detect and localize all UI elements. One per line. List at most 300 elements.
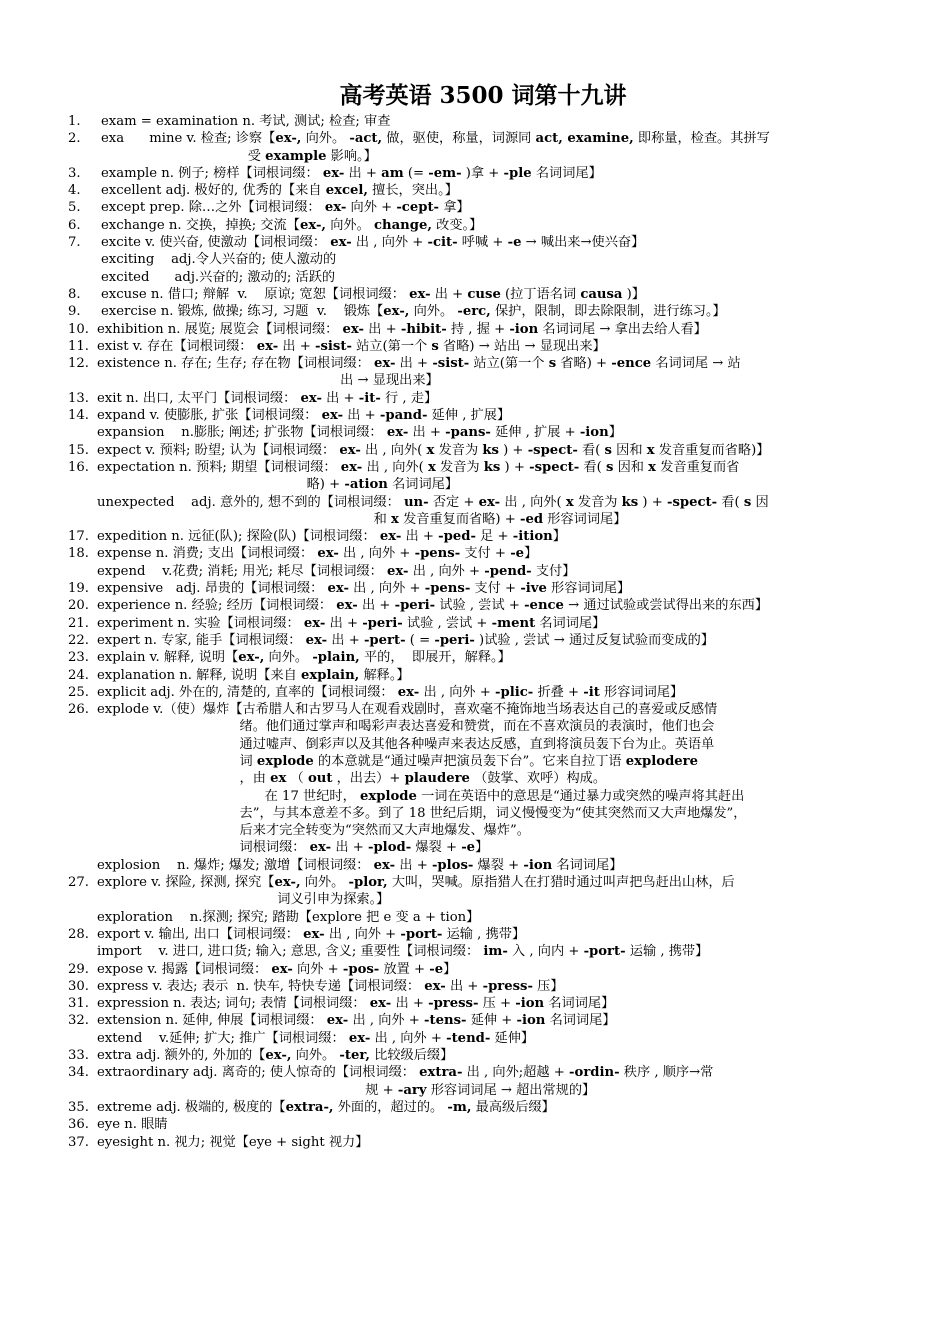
bold-term: -pand-: [379, 408, 428, 424]
entry-text: 形容词词尾】: [543, 511, 627, 527]
entry-text: 】: [475, 840, 489, 856]
entry-body: [97, 1012, 898, 1047]
bold-term: ex-: [386, 425, 409, 441]
entry-number: 18.: [68, 546, 89, 562]
entry-text: 出 +: [430, 286, 468, 302]
entry-text: 出 , 向外(: [360, 442, 427, 458]
entry-body: [101, 199, 898, 216]
entry-number: 1.: [68, 114, 81, 129]
entry-text: 足 +: [475, 529, 513, 545]
entry-text: 】: [608, 425, 622, 441]
entry-text: 出 +: [321, 390, 359, 406]
entry-text: exit n. 出口, 太平门【词根词缀：: [97, 390, 301, 406]
entry-line: [101, 303, 898, 320]
entry-number: 16.: [68, 459, 89, 475]
entry-line: [97, 926, 898, 943]
entry-continuation-line: [97, 805, 898, 822]
bold-term: ex-: [339, 442, 361, 458]
bold-term: x: [426, 442, 435, 458]
entry-text: 和: [97, 511, 392, 527]
entry-text: 放置 +: [379, 961, 430, 977]
bold-term: -ive: [520, 581, 547, 597]
entry-body: [101, 217, 898, 234]
entry-text: import v. 进口, 进口货; 输入; 意思, 含义; 重要性【词根词缀：: [97, 944, 484, 960]
entry-text: 因和: [613, 459, 649, 475]
entry-continuation-line: [97, 718, 898, 735]
entry-number: 32.: [68, 1013, 89, 1029]
bold-term: -em-: [428, 165, 462, 181]
entry-body: [97, 442, 898, 459]
entry-text: 擅长，突出。】: [367, 183, 458, 199]
entry-text: )试验 , 尝试 → 通过反复试验而变成的】: [474, 632, 715, 648]
entry-body: [97, 615, 898, 632]
entry-text: 出 +: [357, 598, 395, 614]
entry-text: 发音为: [434, 442, 483, 458]
bold-term: -plain,: [312, 650, 360, 666]
bold-term: extra-,: [285, 1099, 334, 1115]
entry-text: 规 +: [97, 1082, 398, 1098]
entry-line: [97, 597, 898, 614]
entry-text: 形容词词尾 → 超出常规的】: [426, 1082, 596, 1098]
entry-text: 名词词尾】: [552, 857, 623, 873]
entry-line: [97, 528, 898, 545]
entry-body: [101, 182, 898, 199]
bold-term: plaudere: [404, 771, 470, 787]
entry-line: [101, 182, 898, 199]
entry-line: [97, 1116, 898, 1133]
vocab-entry: [68, 1116, 898, 1133]
entry-text: 】: [524, 546, 538, 562]
entry-text: 看(: [717, 494, 744, 510]
vocab-entry: [68, 407, 898, 442]
entry-line: [97, 338, 898, 355]
bold-term: ex-: [387, 563, 409, 579]
entry-text: 出 , 向外 +: [419, 684, 496, 700]
entry-text: explosion n. 爆炸; 爆发; 激增【词根词缀：: [97, 857, 374, 873]
entry-continuation-line: [97, 511, 898, 528]
entry-line: [97, 390, 898, 407]
vocab-entry: [68, 1134, 898, 1151]
bold-term: ex-: [336, 598, 358, 614]
entry-text: 出 +: [278, 338, 316, 354]
vocab-entry: [68, 1047, 898, 1064]
entry-number: 28.: [68, 926, 89, 942]
bold-term: ex-: [300, 390, 322, 406]
entry-text: expectation n. 预料; 期望【词根词缀：: [97, 459, 341, 475]
vocab-entry: [68, 874, 898, 926]
entry-line: [97, 1134, 898, 1151]
bold-term: ex-: [424, 978, 446, 994]
entry-body: [97, 632, 898, 649]
entry-text: 出 +: [395, 356, 433, 372]
entry-text: 拿】: [439, 200, 470, 216]
vocab-entry: [68, 130, 898, 165]
entry-text: 向外。: [409, 304, 458, 320]
entry-line: [101, 199, 898, 216]
bold-term: out: [307, 771, 333, 787]
bold-term: ex-: [305, 632, 328, 648]
entry-text: extra adj. 额外的, 外加的【: [97, 1048, 266, 1064]
entry-number: 11.: [68, 338, 89, 354]
vocab-entry: [68, 199, 898, 216]
entry-text: 出 +: [344, 165, 382, 181]
entry-text: extraordinary adj. 离奇的; 使人惊奇的【词根词缀：: [97, 1065, 420, 1081]
entry-number: 37.: [68, 1134, 89, 1150]
entry-text: 出 +: [327, 632, 364, 648]
entry-number: 13.: [68, 390, 89, 406]
entry-text: experience n. 经验; 经历【词根词缀：: [97, 598, 337, 614]
bold-term: ex-: [303, 615, 326, 631]
entry-text: ，出去）+: [332, 771, 405, 787]
entry-line: [97, 874, 898, 891]
bold-term: s: [605, 459, 614, 475]
entry-text: 运输 , 携带】: [625, 944, 709, 960]
entry-number: 33.: [68, 1048, 89, 1064]
entry-text: 看(: [577, 442, 605, 458]
bold-term: ex-: [317, 546, 339, 562]
entry-text: extreme adj. 极端的, 极度的【: [97, 1099, 286, 1115]
entry-text: ( =: [405, 632, 435, 648]
entry-text: 延伸】: [490, 1030, 535, 1046]
bold-term: -press-: [482, 978, 533, 994]
entry-number: 10.: [68, 321, 89, 337]
entry-text: 出 , 向外 +: [348, 1013, 425, 1029]
entry-text: 发音为: [573, 494, 622, 510]
bold-term: x: [565, 494, 574, 510]
entry-text: 出 → 显现出来】: [97, 373, 439, 389]
bold-term: -spect-: [666, 494, 718, 510]
entry-text: 出 , 向外(: [500, 494, 566, 510]
bold-term: -cit-: [427, 235, 458, 251]
entry-text: ) +: [500, 459, 530, 475]
document-title: 高考英语 3500 词第十九讲: [339, 82, 627, 109]
entry-text: 行 , 走】: [380, 390, 438, 406]
bold-term: -pans-: [445, 425, 491, 441]
entry-continuation-line: [97, 857, 898, 874]
entry-body: [97, 597, 898, 614]
entry-body: [97, 1099, 898, 1116]
entry-text: 大叫，哭喊。原指猎人在打猎时通过叫声把鸟赶出山林，后: [387, 875, 735, 891]
entry-text: 向外。: [300, 875, 349, 891]
vocab-entry: [68, 182, 898, 199]
entry-line: [101, 217, 898, 234]
entry-text: explode v.（使）爆炸【古希腊人和古罗马人在观看戏剧时，喜欢毫不掩饰地当场表达自己的喜爱或反感情: [97, 702, 718, 718]
entry-text: extend v.延伸; 扩大; 推广【词根词缀：: [97, 1030, 349, 1046]
bold-term: -pend-: [484, 563, 532, 579]
bold-term: -ion: [579, 425, 609, 441]
entry-continuation-line: [97, 822, 898, 839]
entry-number: 25.: [68, 684, 89, 700]
bold-term: ex-: [373, 857, 396, 873]
entry-number: 26.: [68, 702, 89, 718]
entry-text: exa mine v. 检查; 诊察【: [101, 131, 276, 147]
entry-text: extension n. 延伸, 伸展【词根词缀：: [97, 1013, 327, 1029]
entry-body: [101, 303, 898, 320]
bold-term: -plod-: [367, 840, 412, 856]
vocab-entry: [68, 442, 898, 459]
entry-text: 出 , 向外;超越 +: [462, 1065, 570, 1081]
entry-line: [97, 1047, 898, 1064]
entry-text: 最高级后缀】: [471, 1099, 555, 1115]
entry-text: 出 +: [325, 615, 363, 631]
bold-term: -plic-: [495, 684, 534, 700]
entry-text: 发音重复而省略) +: [398, 511, 521, 527]
bold-term: -ion: [509, 321, 539, 337]
vocab-entry: [68, 303, 898, 320]
bold-term: -port-: [400, 926, 443, 942]
bold-term: explode: [359, 788, 417, 804]
entry-body: [97, 580, 898, 597]
entry-body: [97, 407, 898, 442]
entry-text: 入 , 向内 +: [507, 944, 584, 960]
bold-term: -pos-: [342, 961, 380, 977]
entry-text: 爆裂 +: [411, 840, 462, 856]
entry-text: 站立(第一个: [469, 356, 549, 372]
entry-body: [97, 1064, 898, 1099]
entry-text: 后来才完全转变为“突然而又大声地爆发、爆炸”。: [97, 823, 530, 839]
entry-text: example n. 例子; 榜样【词根词缀：: [101, 165, 323, 181]
document-page: [68, 80, 898, 1151]
entry-line: [97, 684, 898, 701]
entry-continuation-line: [97, 788, 898, 805]
entry-text: 略) +: [97, 477, 345, 493]
vocab-entry: [68, 961, 898, 978]
bold-term: change,: [373, 217, 432, 233]
entry-text: 出 , 向外 +: [408, 563, 485, 579]
entry-text: 出 , 向外 +: [348, 581, 425, 597]
bold-term: ex-: [478, 494, 501, 510]
bold-term: am: [381, 165, 404, 181]
vocab-entry: [68, 355, 898, 390]
vocab-entry: [68, 1012, 898, 1047]
entry-continuation-line: [97, 494, 898, 511]
entry-text: 去”，与其本意差不多。到了 18 世纪后期，词义慢慢变为“使其突然而又大声地爆发”，: [97, 805, 747, 821]
entry-text: → 喊出来→使兴奋】: [521, 235, 645, 251]
bold-term: -e: [507, 235, 522, 251]
entry-text: 支付】: [531, 563, 576, 579]
entry-text: 绪。他们通过掌声和喝彩声表达喜爱和赞赏，而在不喜欢演员的表演时，他们也会: [97, 719, 715, 735]
vocab-entry: [68, 390, 898, 407]
entry-text: 名词词尾】: [544, 996, 615, 1012]
entry-number: 8.: [68, 286, 81, 302]
entry-body: [97, 1047, 898, 1064]
entry-text: 改变。】: [431, 217, 483, 233]
entry-line: [97, 995, 898, 1012]
entry-text: eyesight n. 视力; 视觉【eye + sight 视力】: [97, 1134, 369, 1150]
bold-term: -press-: [428, 996, 479, 1012]
entry-number: 29.: [68, 961, 89, 977]
entry-body: [97, 321, 898, 338]
entry-text: expose v. 揭露【词根词缀：: [97, 961, 272, 977]
vocab-entry: [68, 632, 898, 649]
entry-number: 14.: [68, 408, 89, 424]
bold-term: ex-: [303, 926, 325, 942]
bold-term: -port-: [583, 944, 626, 960]
entry-body: [97, 338, 898, 355]
entry-text: 支付 +: [470, 581, 521, 597]
entry-text: 词: [97, 753, 257, 769]
entry-body: [97, 459, 898, 528]
entry-text: exciting adj.令人兴奋的; 使人激动的: [101, 252, 337, 268]
entry-line: [101, 234, 898, 251]
entry-continuation-line: [97, 476, 898, 493]
vocab-entry: [68, 528, 898, 545]
entry-text: 出 +: [343, 408, 380, 424]
bold-term: act, examine,: [535, 131, 634, 147]
bold-term: -pens-: [414, 546, 461, 562]
entry-text: expression n. 表达; 词句; 表情【词根词缀：: [97, 996, 370, 1012]
entry-body: [97, 926, 898, 961]
vocab-entry: [68, 113, 898, 130]
entry-body: [101, 113, 898, 130]
vocab-entry: [68, 615, 898, 632]
entry-continuation-line: [101, 148, 898, 165]
entry-text: ，由: [97, 771, 271, 787]
entry-text: 发音重复而省: [656, 459, 740, 475]
entry-body: [97, 1116, 898, 1133]
vocab-entry: [68, 1064, 898, 1099]
entry-line: [101, 130, 898, 147]
entry-continuation-line: [97, 753, 898, 770]
entry-body: [97, 649, 898, 666]
entry-number: 24.: [68, 667, 89, 683]
entry-body: [97, 355, 898, 390]
bold-term: ex: [270, 771, 287, 787]
entry-text: 影响。】: [326, 148, 377, 164]
entry-text: exchange n. 交换，掉换; 交流【: [101, 217, 300, 233]
entry-continuation-line: [97, 372, 898, 389]
bold-term: -tend-: [446, 1030, 491, 1046]
entry-text: expand v. 使膨胀, 扩张【词根词缀：: [97, 408, 322, 424]
entry-text: explain v. 解释, 说明【: [97, 650, 239, 666]
entry-number: 7.: [68, 235, 81, 251]
bold-term: -e: [510, 546, 525, 562]
entry-text: (拉丁语名词: [500, 286, 581, 302]
entry-body: [97, 961, 898, 978]
entry-text: 省略) +: [556, 356, 612, 372]
entry-text: exhibition n. 展览; 展览会【词根词缀：: [97, 321, 343, 337]
bold-term: ex-: [409, 286, 431, 302]
entry-text: exercise n. 锻炼, 做操; 练习, 习题 v. 锻炼【: [101, 304, 384, 320]
entry-text: eye n. 眼睛: [97, 1117, 168, 1133]
bold-term: ex-: [326, 1013, 349, 1029]
bold-term: -spect-: [527, 442, 578, 458]
entry-text: expert n. 专家, 能手【词根词缀：: [97, 632, 306, 648]
entry-text: 因和: [611, 442, 647, 458]
bold-term: x: [427, 459, 436, 475]
bold-term: -ation: [344, 477, 388, 493]
entry-body: [101, 165, 898, 182]
bold-term: ex-: [348, 1030, 371, 1046]
entry-text: 做，驱使，称量，词源同: [382, 131, 536, 147]
bold-term: -it-: [358, 390, 381, 406]
entry-text: 名词词尾】: [545, 1013, 616, 1029]
bold-term: ex-: [397, 684, 420, 700]
bold-term: -plor,: [348, 875, 388, 891]
bold-term: ex-: [340, 459, 363, 475]
entry-line: [97, 961, 898, 978]
entry-body: [97, 874, 898, 926]
entry-text: 否定 +: [428, 494, 479, 510]
bold-term: ex-,: [265, 1048, 292, 1064]
entry-text: except prep. 除…之外【词根词缀：: [101, 200, 325, 216]
entry-text: 比较级后缀】: [369, 1048, 454, 1064]
bold-term: x: [646, 442, 655, 458]
entry-line: [97, 1099, 898, 1116]
entry-text: 爆裂 +: [473, 857, 524, 873]
entry-text: ) +: [498, 442, 528, 458]
entry-text: 出 +: [364, 321, 401, 337]
bold-term: -sist-: [315, 338, 352, 354]
entry-text: excited adj.兴奋的; 激动的; 活跃的: [101, 269, 336, 285]
bold-term: -ion: [523, 857, 553, 873]
bold-term: causa: [580, 286, 623, 302]
entry-text: 秩序 , 顺序→常: [619, 1065, 714, 1081]
entry-text: 向外 +: [346, 200, 397, 216]
bold-term: ex-: [271, 961, 293, 977]
entry-text: → 通过试验或尝试得出来的东西】: [563, 598, 769, 614]
entry-text: exam = examination n. 考试, 测试; 检查; 审查: [101, 114, 391, 129]
entry-number: 30.: [68, 978, 89, 994]
bold-term: ex-: [373, 356, 396, 372]
vocab-entry: [68, 165, 898, 182]
entry-text: 名词词尾 → 拿出去给人看】: [538, 321, 707, 337]
bold-term: extra-: [419, 1065, 463, 1081]
bold-term: -spect-: [529, 459, 580, 475]
entry-text: experiment n. 实验【词根词缀：: [97, 615, 304, 631]
entry-text: 延伸 +: [466, 1013, 517, 1029]
entry-line: [97, 667, 898, 684]
entry-text: 出 , 向外 +: [324, 926, 401, 942]
entry-text: explanation n. 解释, 说明【来自: [97, 667, 302, 683]
entry-text: 解释。】: [359, 667, 410, 683]
entry-line: [97, 545, 898, 562]
vocab-entry: [68, 597, 898, 614]
entry-text: 词根词缀：: [97, 840, 310, 856]
bold-term: ks: [621, 494, 639, 510]
entry-number: 35.: [68, 1099, 89, 1115]
entry-text: 出 , 向外 +: [370, 1030, 447, 1046]
entry-number: 15.: [68, 442, 89, 458]
entry-text: unexpected adj. 意外的, 想不到的【词根词缀：: [97, 494, 404, 510]
bold-term: example: [265, 148, 327, 164]
bold-term: -ter,: [339, 1048, 370, 1064]
bold-term: -ion: [516, 1013, 546, 1029]
entry-text: ) +: [638, 494, 667, 510]
entry-line: [97, 701, 898, 718]
entry-continuation-line: [97, 891, 898, 908]
entry-number: 3.: [68, 165, 81, 181]
entry-text: 出 +: [395, 857, 432, 873]
entry-text: excuse n. 借口; 辩解 v. 原谅; 宽恕【词根词缀：: [101, 286, 410, 302]
bold-term: ex-: [342, 321, 365, 337]
bold-term: -act,: [349, 131, 383, 147]
bold-term: ex-,: [383, 304, 410, 320]
entry-line: [97, 355, 898, 372]
bold-term: ex-,: [275, 131, 302, 147]
entry-body: [101, 234, 898, 286]
bold-term: -ordin-: [569, 1065, 620, 1081]
bold-term: -peri-: [434, 632, 475, 648]
entry-number: 36.: [68, 1117, 89, 1133]
entry-text: 压 +: [478, 996, 516, 1012]
bold-term: ex-: [321, 408, 344, 424]
entry-text: 站立(第一个: [351, 338, 432, 354]
entry-line: [97, 1012, 898, 1029]
entry-text: 延伸 , 扩展 +: [490, 425, 580, 441]
entry-number: 5.: [68, 200, 81, 216]
entry-body: [97, 701, 898, 874]
